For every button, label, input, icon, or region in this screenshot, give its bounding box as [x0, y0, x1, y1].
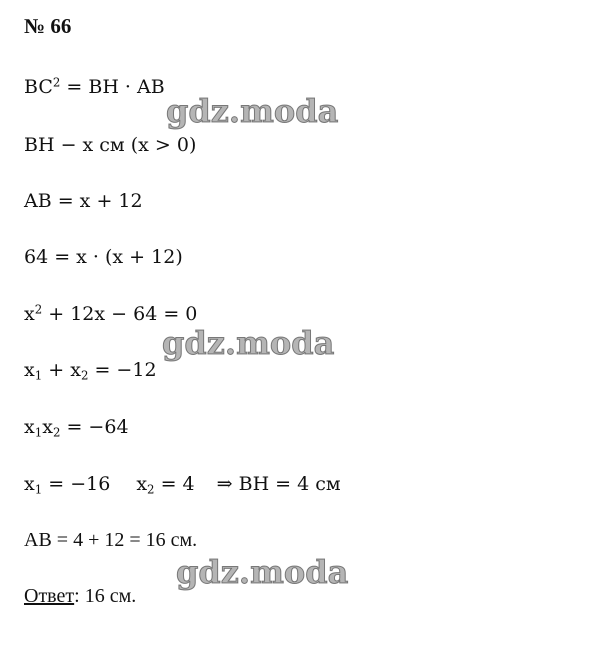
equation-line-1: $BC^2$ = BH · AB — [24, 75, 165, 98]
equation-line-6: $x_1 + x_2 = -12$ — [24, 359, 157, 383]
watermark-logo: gdz.moda — [176, 553, 349, 591]
answer-line: Ответ: 16 см. — [24, 585, 137, 607]
watermark-logo: gdz.moda — [162, 324, 335, 362]
equation-line-5: $x^2 + 12x - 64 = 0$ — [24, 302, 198, 325]
equation-line-8: $x_1 = -16$ $x_2 = 4$ ⇒ BH = 4 см — [24, 473, 341, 497]
equation-line-7: $x_1x_2 = -64$ — [24, 416, 129, 440]
answer-label: Ответ — [24, 585, 75, 607]
equation-line-4: 64 = x · (x + 12) — [24, 246, 183, 268]
task-number: № 66 — [24, 14, 72, 38]
equation-line-2: BH − x см (x > 0) — [24, 134, 197, 156]
equation-line-9: AB = 4 + 12 = 16 см. — [24, 529, 198, 551]
watermark-logo: gdz.moda — [166, 92, 339, 130]
equation-line-3: AB = x + 12 — [24, 190, 143, 212]
